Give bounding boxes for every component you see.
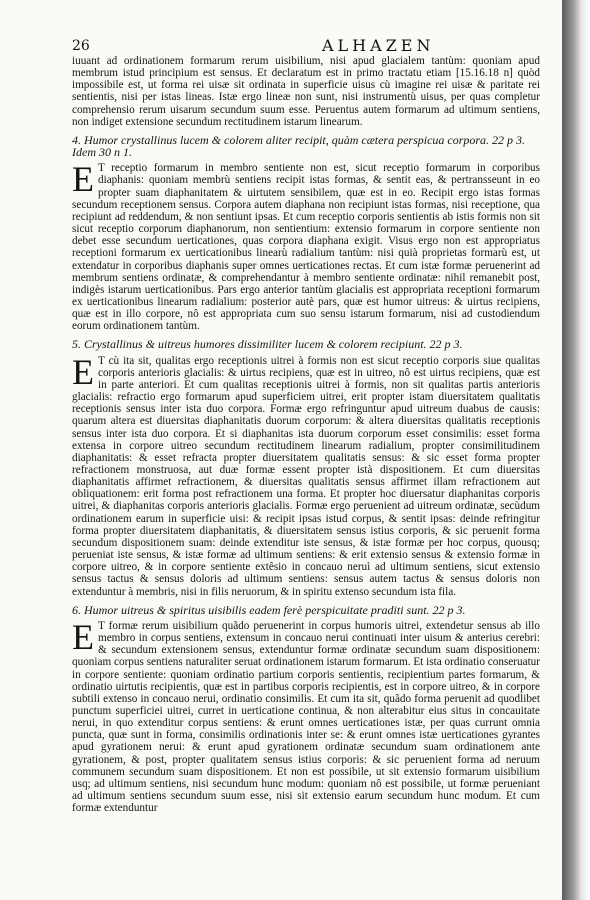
paragraph-text: T cù ita sit, qualitas ergo receptionis uitrei à formis non est sicut receptio corporis siue qualitas corporis anterioris glacialis: & uirtus recipiens, quæ est in uitreo, nô est uirtus recipiens, quæ est in parte anteriori. Et cum qualitas receptionis uitrei à formis, non sit qualitas partis anterioris glacialis: refractio ergo formarum apud superficiem uitrei, erit propter istam diuersitatem qualitatis receptionis sensus inter ista duo corpora. Formæ ergo refringuntur apud uitreum duabus de causis: quarum altera est diuersitas diaphanitatis duorum corporum: & altera diuersitas qualitatis receptionis sensus inter ista duo corpora. Et si diaphanitas ista duorum corporum esset consimilis: esset forma extensa in corpore uitreo secundum rectitudinem linearum radialium, propter consimilitudinem diaphanitatis: & esset refracta propter diuersitatem qualitatis sensus: & sic esset forma propter refractionem monstruosa, aut duæ formæ essent propter istà dispositionem. Et cum diuersitas diaphanitatis affirmet refractionem, & diuersitas qualitatis sensus affirmet illam refractionem aut obliquationem: erit forma post refractionem una forma. Et propter hoc diuersatur diaphanitas corporis uitrei, & diaphanitas corporis anterioris glacialis. Formæ ergo peruenient ad uitreum ordinatæ, secùdum ordinationem earum in superficie uisi: & recipit ipsas istud corpus, & sentit ipsas: deinde refringitur forma propter diuersitatem diaphanitatis, & diuersitatem sensus istius corporis, & sic peruenit forma secundum dispositionem suam: deinde extenditur iste sensus, & istæ formæ per hoc corpus, quousq; perueniat iste sensus, & istæ formæ ad ultimum sentiens: & erit extensio sensus & extensio formæ in corpore uitreo, & in corpore sentiente extêsio in concauo neruì ad ultimum sentiens, sicut extensio sensus tactus & sensus doloris ad ultimum sentiens: sensus autem tactus & sensus doloris non extenduntur à membris, nisi in filis neruorum, & in spiritu extenso secundum ista fila. (72, 354, 540, 598)
page-header (72, 38, 542, 56)
page-edge-shadow (562, 0, 590, 900)
running-title: ALHAZEN (322, 36, 435, 55)
paragraph (72, 351, 540, 598)
drop-initial: E (72, 351, 94, 392)
section-heading: 5. Crystallinus & uitreus humores dissimiliter lucem & colorem recipiunt. 22 p 3. (72, 337, 463, 352)
paragraph (72, 159, 540, 333)
paragraph-text: T formæ rerum uisibilium quãdo peruenerint in corpus humoris uitrei, extendetur sensus ab illo membro in corpus sentiens, extensum in concauo nerui continuati inter uisum & anterius cerebri: & secundum extensionem sensus, extenduntur formæ ordinatæ secundum suam dispositionem: quoniam corpus sentiens naturaliter seruat ordinationem istarum formarum. Et ista ordinatio conseruatur in corpore sentiente: quoniam ordinatio partium corporis sentientis, recipientium partes formarum, & ordinatio uirtutis recipientis, quæ est in partibus corporis recipientis, est in corpore uitreo, & in corpore subtili extenso in concauo nerui, ordinatio consimilis. Et cum ita sit, quãdo forma peruenit ad quodlibet punctum superficiei uitrei, curret in uerticatione continua, & non alterabitur eius situs in concauitate nerui, in quo extenditur corpus sentiens: & erunt omnes uerticationes istæ, per quas currunt omnia puncta, quæ sunt in forma, consimilis ordinationis inter se: & erunt omnes istæ uerticationes gyrantes apud gyrationem nerui: & erunt apud gyrationem ordinatæ secundum suam ordinationem ante gyrationem, & post, propter qualitatem sensus istius corporis: & sic peruenient forma ad neruum communem secundum suam dispositionem. Et non est possibile, ut sit extensio formarum uisibilium usq; ad ultimum sentiens, nisi secundum hunc modum: quoniam nô est possibile, ut formæ perueniant ad ultimum sentiens secundum suum esse, nisi sit extensio earum secundum hunc modum. Et cum formæ extenduntur (72, 619, 540, 815)
paragraph-text: T receptio formarum in membro sentiente non est, sicut receptio formarum in corporibus diaphanis: quoniam membrù sentiens recipit istas formas, & sentit eas, & pertransseunt in eo propter suam diaphanitatem & uirtutem sensibilem, quæ est in eo. Recipit ergo istas formas secundum receptionem sensus. Corpora autem diaphana non recipiunt istas formas, nisi receptione, qua recipiunt ad reddendum, & non sentiunt ipsas. Et cum receptio corporis sentientis ab istis formis non sit sicut receptio corporum diaphanorum, non sentientium: extensio formarum in corpore sentiente non debet esse secundum uerticationes, quas corpora diaphana exigit. Visus ergo non est appropriatus receptioni formarum ex uerticationibus linearù radialium tantùm: nisi quià proprietas formarù est, ut extendatur in corporibus diaphanis super omnes uerticationes rectas. Et cum istæ formæ peruenerint ad membrum sentiens ordinatæ, & comprehendantur à membro sentiente ordinatæ: nihil remanebit post, indigès istarum uerticationibus. Pars ergo anterior tantùm glacialis est appropriata receptioni formarum ex uerticationibus linearum radialium: posterior autè pars, quæ est humor uitreus: & uirtus recipiens, quæ est in illo corpore, nô est appropriata cum suo sensu istarum formarum, nisi ad custodiendum eorum ordinationem tantùm. (72, 162, 540, 333)
drop-initial: E (72, 616, 94, 657)
section-heading: 6. Humor uitreus & spiritus uisibilis eadem ferè perspicuitate praditi sunt. 22 p 3. (72, 602, 466, 617)
drop-initial: E (72, 159, 94, 200)
page-number: 26 (72, 38, 90, 54)
paragraph: iuuant ad ordinationem formarum rerum uisibilium, nisi apud glacialem tantùm: quoniam apud membrum istud principium est sensus. Et declaratum est in primo tractatu etiam [15.16.18 n] quòd impossibile est, ut forma rei uisæ sit ordinata in superficie uisus cù imagine rei uisæ & paritate rei sentientis, nisi per istas lineas. Istæ ergo lineæ non sunt, nisi instrumentù uisus, per quas completur comprehensio rerum uisarum secundum suum esse. Peruentus autem formarum ad ultimum sentiens, non indiget extensione secundum rectitudinem istarum linearum. (72, 55, 540, 128)
section-heading: 4. Humor crystallinus lucem & colorem aliter recipit, quàm cætera perspicua corpora. 22 p 3. Idem 30 n 1. (72, 132, 526, 160)
page-body (72, 55, 540, 814)
paragraph (72, 616, 540, 815)
